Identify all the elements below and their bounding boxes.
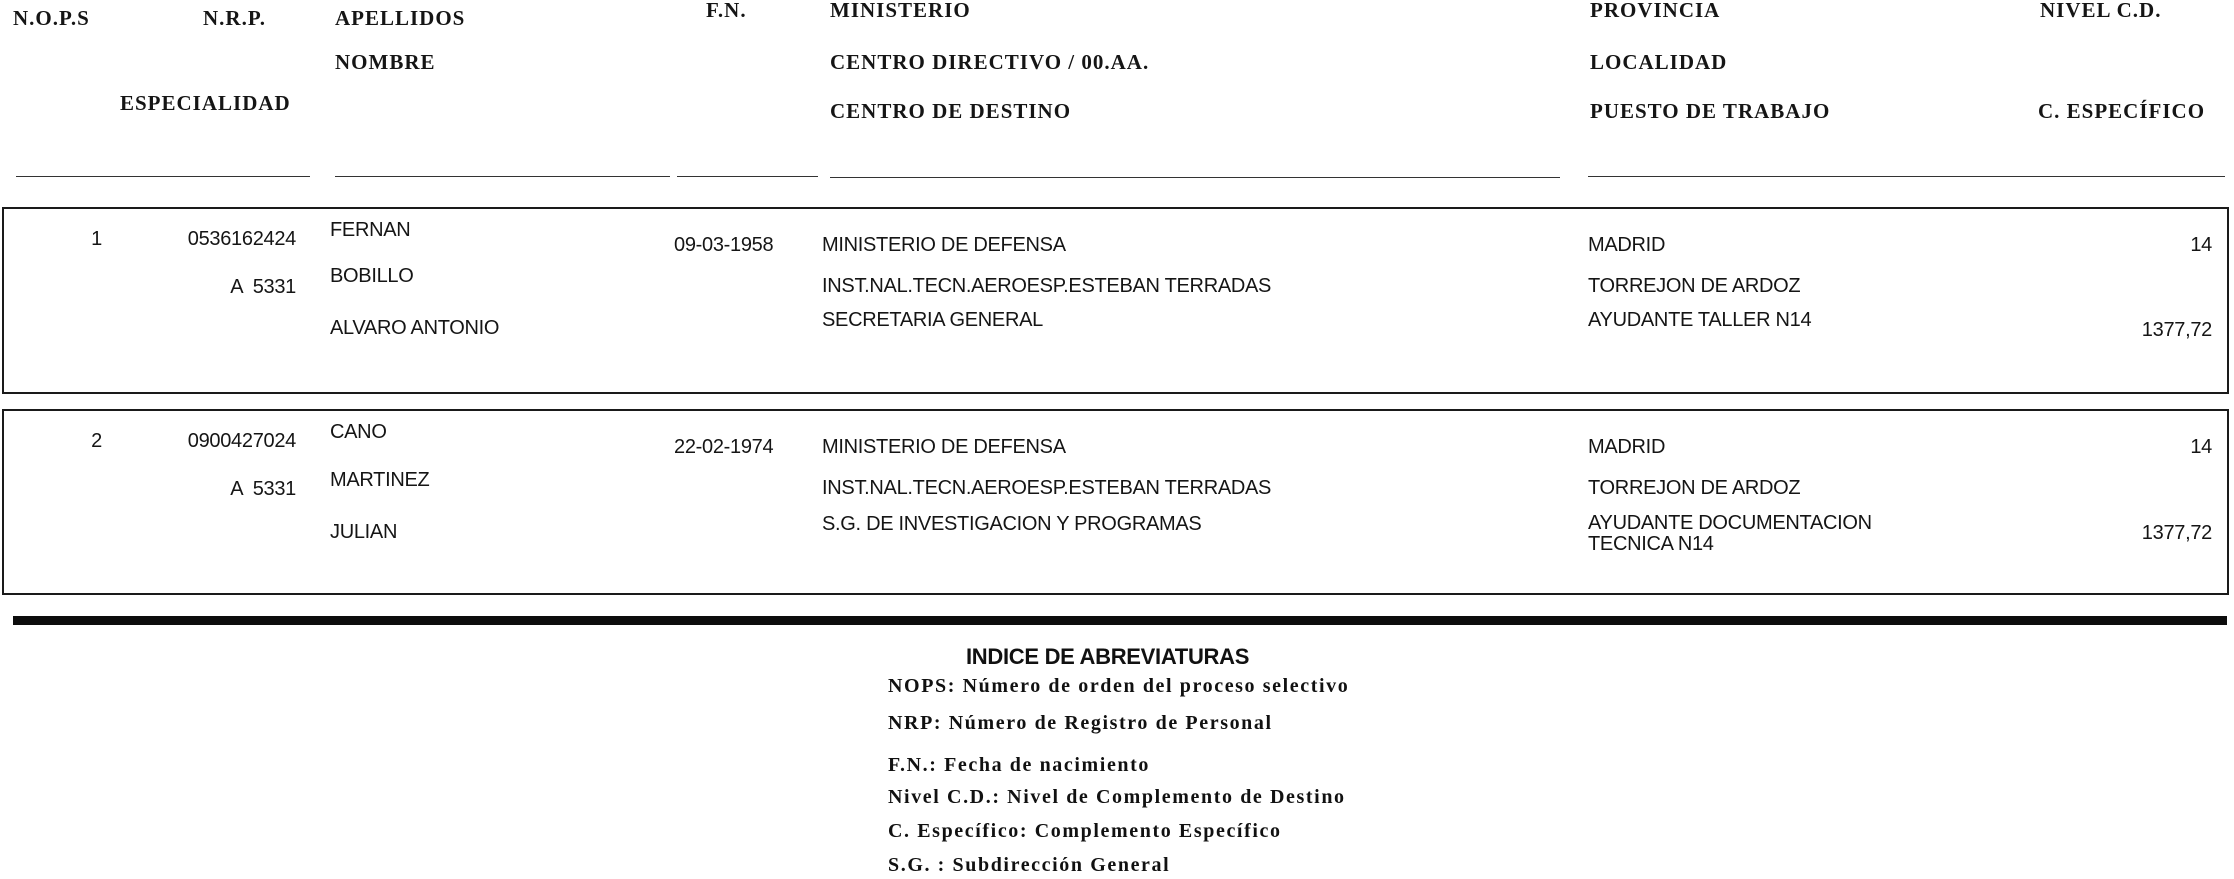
header-provincia: PROVINCIA xyxy=(1590,0,1721,22)
record-nombre: ALVARO ANTONIO xyxy=(330,317,500,339)
header-ministerio: MINISTERIO xyxy=(830,0,971,22)
record-apellido2: BOBILLO xyxy=(330,265,414,287)
record-puesto-trabajo: AYUDANTE TALLER N14 xyxy=(1588,309,1812,331)
record-provincia: MADRID xyxy=(1588,436,1666,458)
record-apellido1: CANO xyxy=(330,421,387,443)
record-localidad: TORREJON DE ARDOZ xyxy=(1588,275,1801,297)
header-centro-directivo: CENTRO DIRECTIVO / 00.AA. xyxy=(830,50,1150,74)
record-ministerio: MINISTERIO DE DEFENSA xyxy=(822,234,1066,256)
record-fecha-nacimiento: 09-03-1958 xyxy=(674,234,774,256)
header-divider xyxy=(335,176,670,177)
header-c-especifico: C. ESPECÍFICO xyxy=(2038,99,2206,123)
abbreviation-item: NOPS: Número de orden del proceso selectivo xyxy=(888,676,1350,697)
record-nivel-cd: 14 xyxy=(2190,436,2212,458)
header-divider xyxy=(1588,176,2225,177)
record-puesto-trabajo: AYUDANTE DOCUMENTACION TECNICA N14 xyxy=(1588,512,1872,555)
record-localidad: TORREJON DE ARDOZ xyxy=(1588,477,1801,499)
record-c-especifico: 1377,72 xyxy=(2141,522,2212,544)
section-separator xyxy=(13,616,2227,625)
abbreviation-item: NRP: Número de Registro de Personal xyxy=(888,713,1273,734)
record-apellido1: FERNAN xyxy=(330,219,411,241)
record-apellido2: MARTINEZ xyxy=(330,469,430,491)
record-nrp: 0536162424 xyxy=(187,228,296,250)
header-centro-destino: CENTRO DE DESTINO xyxy=(830,99,1072,123)
record-provincia: MADRID xyxy=(1588,234,1666,256)
header-nrp: N.R.P. xyxy=(203,6,266,30)
header-nivel-cd: NIVEL C.D. xyxy=(2040,0,2162,22)
header-nombre: NOMBRE xyxy=(335,50,436,74)
abbreviation-index-title: INDICE DE ABREVIATURAS xyxy=(966,644,1250,669)
record-centro-directivo: INST.NAL.TECN.AEROESP.ESTEBAN TERRADAS xyxy=(822,477,1272,499)
record-nrp: 0900427024 xyxy=(187,430,296,452)
header-puesto-trabajo: PUESTO DE TRABAJO xyxy=(1590,99,1831,123)
abbreviation-item: C. Específico: Complemento Específico xyxy=(888,821,1282,842)
record-nops: 2 xyxy=(91,430,102,452)
record-centro-directivo: INST.NAL.TECN.AEROESP.ESTEBAN TERRADAS xyxy=(822,275,1272,297)
abbreviation-item: F.N.: Fecha de nacimiento xyxy=(888,755,1151,776)
record-nivel-cd: 14 xyxy=(2190,234,2212,256)
header-divider xyxy=(677,176,818,177)
record-c-especifico: 1377,72 xyxy=(2141,319,2212,341)
record-ministerio: MINISTERIO DE DEFENSA xyxy=(822,436,1066,458)
record-fecha-nacimiento: 22-02-1974 xyxy=(674,436,774,458)
header-fn: F.N. xyxy=(706,0,747,22)
record-especialidad: A 5331 xyxy=(230,478,296,500)
record-centro-destino: S.G. DE INVESTIGACION Y PROGRAMAS xyxy=(822,513,1202,535)
record-nombre: JULIAN xyxy=(330,521,398,543)
header-localidad: LOCALIDAD xyxy=(1590,50,1728,74)
header-especialidad: ESPECIALIDAD xyxy=(120,91,291,115)
record-nops: 1 xyxy=(91,228,102,250)
header-apellidos: APELLIDOS xyxy=(335,6,466,30)
abbreviation-item: S.G. : Subdirección General xyxy=(888,855,1171,876)
record-especialidad: A 5331 xyxy=(230,276,296,298)
record-centro-destino: SECRETARIA GENERAL xyxy=(822,309,1043,331)
abbreviation-item: Nivel C.D.: Nivel de Complemento de Destino xyxy=(888,787,1346,808)
header-divider xyxy=(830,177,1560,178)
header-divider xyxy=(16,176,310,177)
header-nops: N.O.P.S xyxy=(13,6,90,30)
